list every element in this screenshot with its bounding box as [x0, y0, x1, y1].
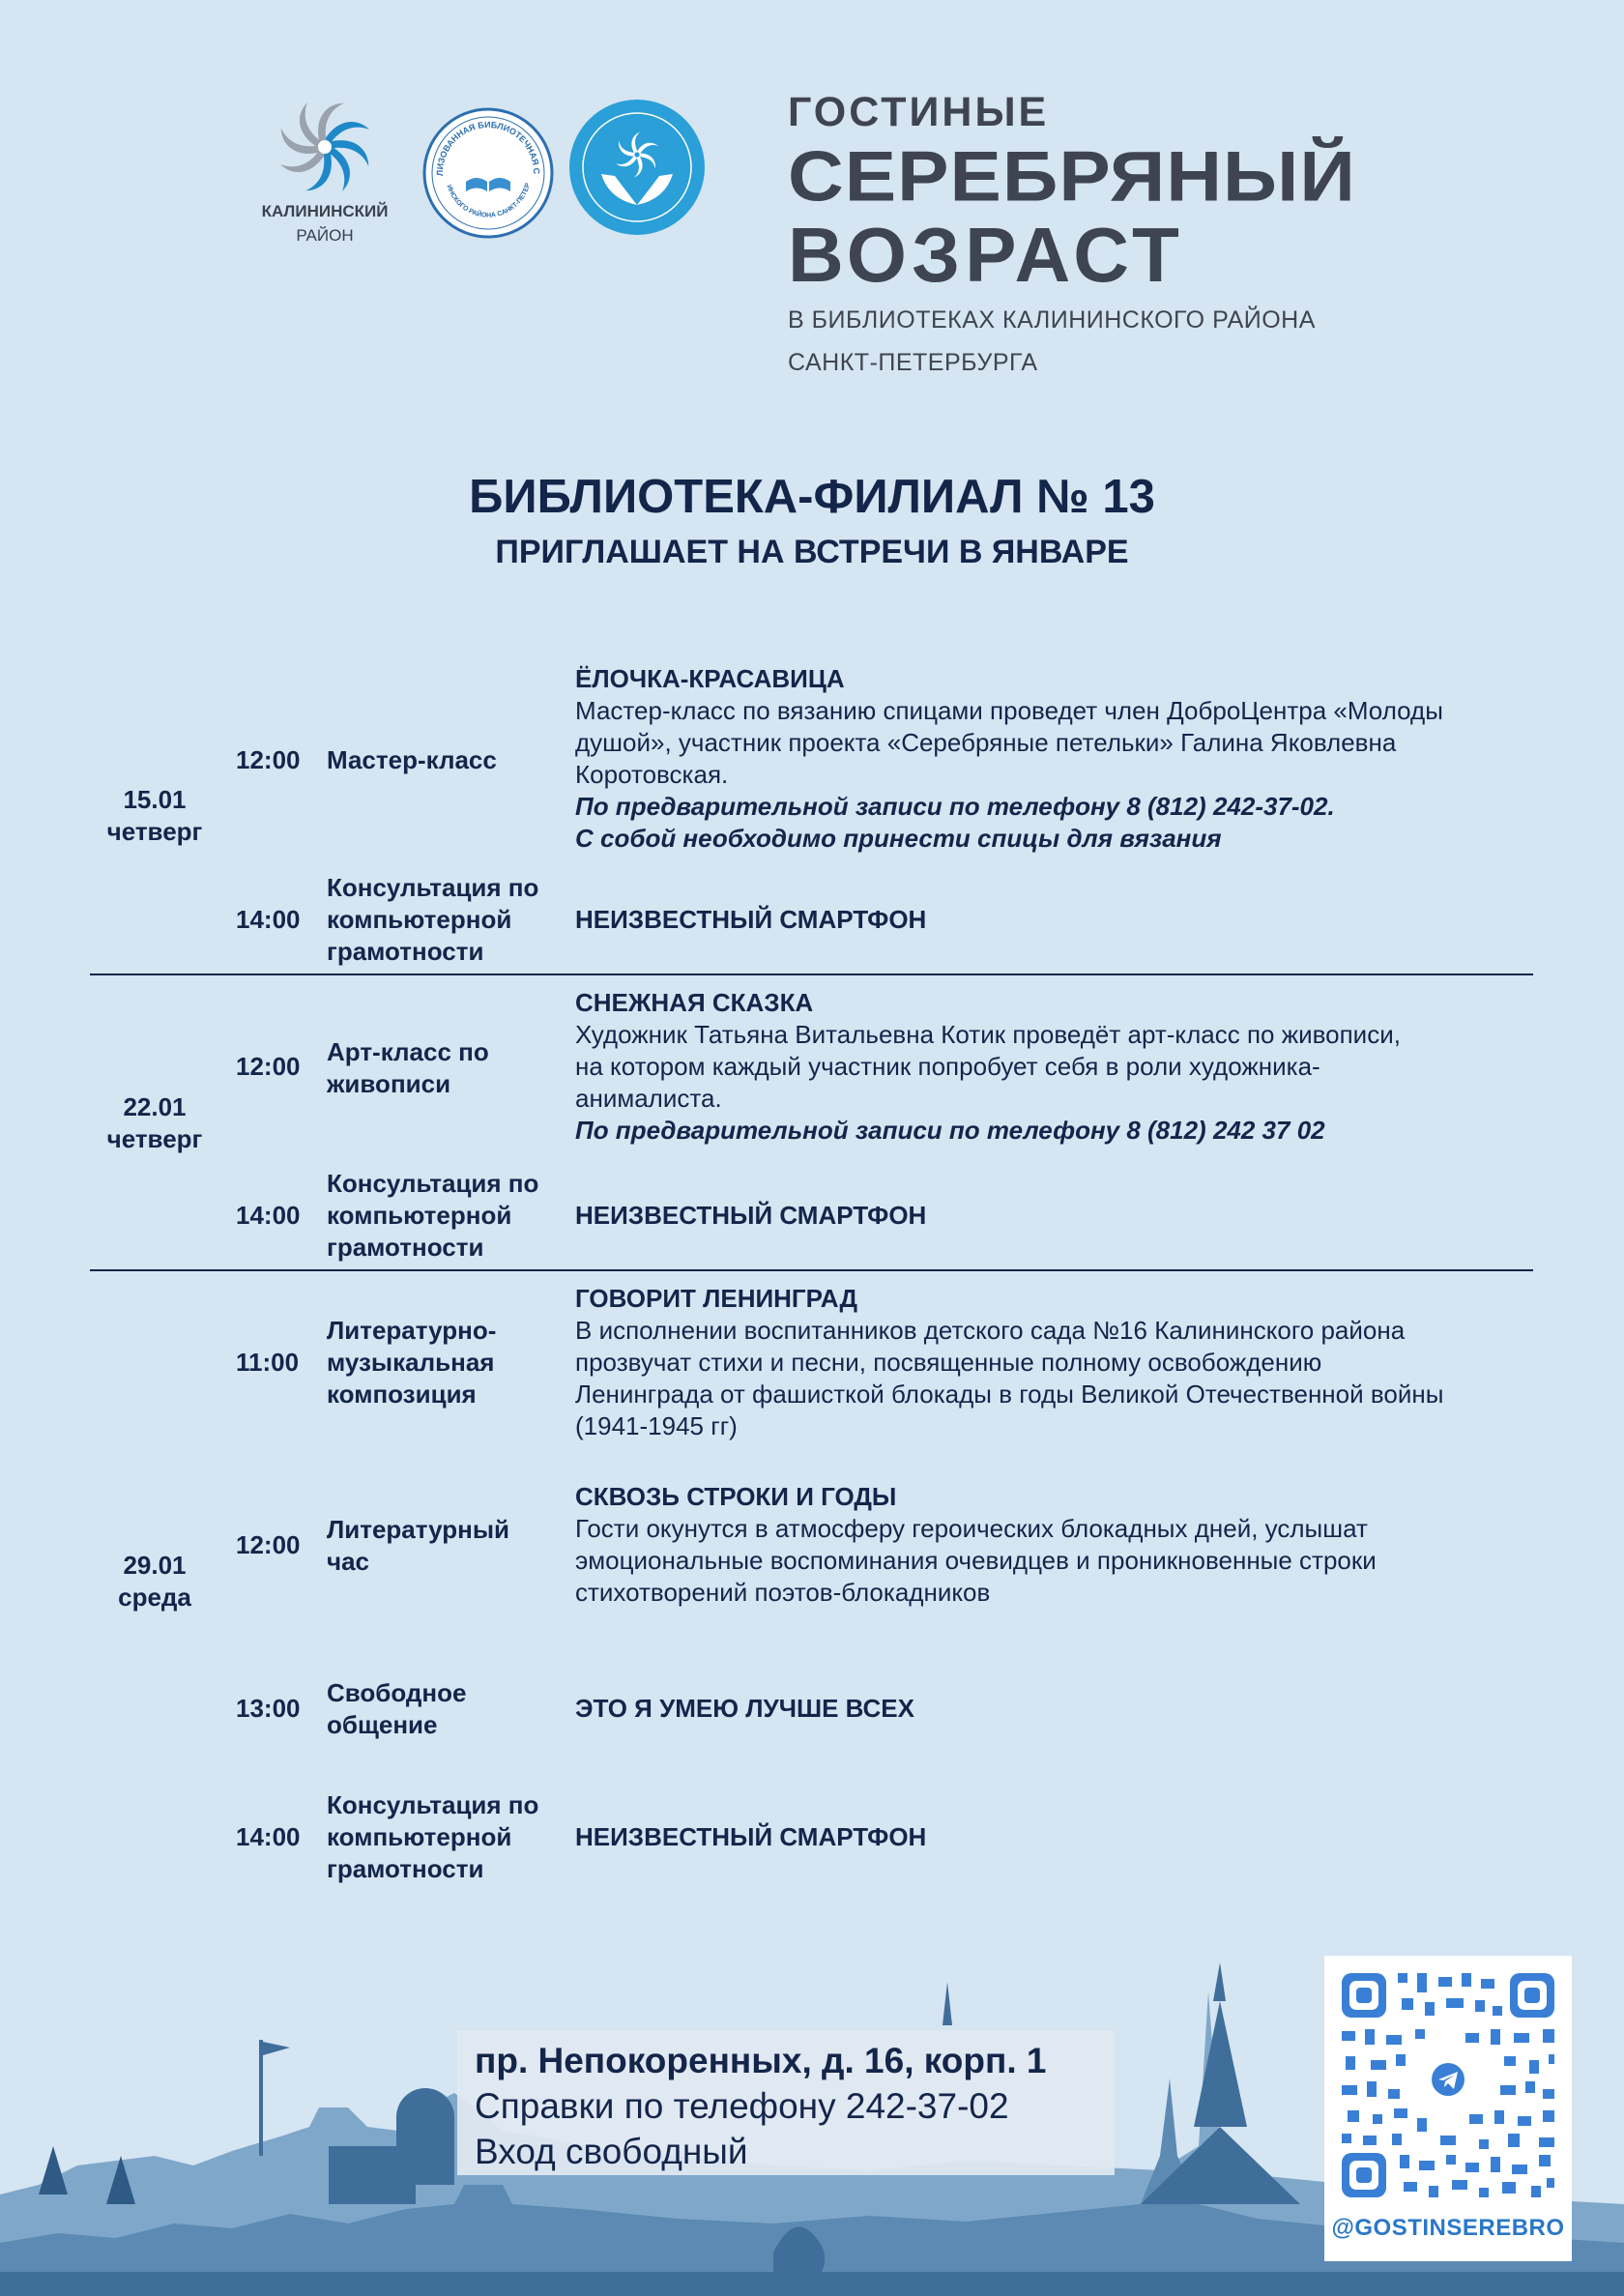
weekday: четверг: [106, 817, 203, 846]
event-time: 11:00: [236, 1348, 300, 1377]
event-type-line: Литературный: [327, 1515, 510, 1544]
entry-info: Вход свободный: [475, 2132, 748, 2171]
district-logo-caption-1: КАЛИНИНСКИЙ: [261, 202, 389, 220]
social-center-logo: [568, 99, 706, 236]
brand-line-3: ВОЗРАСТ: [788, 212, 1184, 298]
event-text-line: Художник Татьяна Витальевна Котик проведёт арт-класс по живописи,: [575, 1020, 1401, 1049]
event-title: НЕИЗВЕСТНЫЙ СМАРТФОН: [575, 905, 927, 934]
event-description: [575, 904, 1532, 936]
event-text-line: душой», участник проекта «Серебряные петельки» Галина Яковлевна: [575, 728, 1397, 757]
event-description: [575, 987, 1532, 1147]
qr-code-icon: [1324, 1956, 1572, 2215]
event-description: [575, 1693, 1532, 1725]
cbs-logo-text-bottom: ИНСКОГО РАЙОНА САНКТ-ПЕТЕР: [445, 182, 532, 219]
event-type: [327, 872, 568, 968]
library-system-logo: [421, 106, 555, 240]
event-text-line: (1941-1945 гг): [575, 1411, 738, 1440]
brand-line-2: СЕРЕБРЯНЫЙ: [788, 136, 1356, 217]
event-type: [327, 1315, 568, 1410]
event-text-line: Гости окунутся в атмосферу героических блокадных дней, услышат: [575, 1514, 1368, 1543]
event-title: СНЕЖНАЯ СКАЗКА: [575, 988, 814, 1017]
telegram-handle[interactable]: @GOSTINSEREBRO: [1331, 2215, 1565, 2241]
date-value: 22.01: [123, 1092, 187, 1121]
event-type-line: Мастер-класс: [327, 745, 497, 774]
event-description: [575, 1481, 1532, 1609]
event-description: [575, 663, 1532, 855]
page-title: БИБЛИОТЕКА-ФИЛИАЛ № 13: [469, 471, 1155, 523]
event-type: [327, 744, 568, 776]
kalininsky-district-logo: [253, 97, 396, 280]
address: пр. Непокоренных, д. 16, корп. 1: [475, 2041, 1047, 2080]
event-title: НЕИЗВЕСТНЫЙ СМАРТФОН: [575, 1201, 927, 1230]
event-type-line: живописи: [327, 1069, 451, 1098]
event-title: ЁЛОЧКА-КРАСАВИЦА: [575, 664, 845, 693]
day-2-date: [72, 1091, 237, 1155]
brand-line-1: ГОСТИНЫЕ: [788, 89, 1050, 135]
phone-info: Справки по телефону 242-37-02: [475, 2086, 1009, 2126]
event-type-line: компьютерной: [327, 905, 512, 934]
event-text-line: анималиста.: [575, 1084, 722, 1113]
page-subtitle: ПРИГЛАШАЕТ НА ВСТРЕЧИ В ЯНВАРЕ: [495, 534, 1129, 570]
day-1-date: [72, 784, 237, 848]
telegram-qr-code[interactable]: [1324, 1956, 1572, 2261]
event-text-line: эмоциональные воспоминания очевидцев и проникновенные строки: [575, 1546, 1377, 1575]
section-divider: [90, 974, 1533, 975]
section-divider: [90, 1269, 1533, 1271]
event-type-line: компьютерной: [327, 1822, 512, 1851]
event-time: 14:00: [236, 1201, 301, 1230]
event-type-line: грамотности: [327, 1854, 484, 1883]
brand-line-4: В БИБЛИОТЕКАХ КАЛИНИНСКОГО РАЙОНА: [788, 306, 1316, 334]
event-description: [575, 1821, 1532, 1853]
event-title: СКВОЗЬ СТРОКИ И ГОДЫ: [575, 1482, 897, 1511]
event-note: По предварительной записи по телефону 8 (812) 242-37-02.: [575, 792, 1335, 821]
event-note: С собой необходимо принести спицы для вязания: [575, 824, 1222, 853]
event-type-line: Литературно-: [327, 1316, 497, 1345]
event-time: 14:00: [236, 905, 301, 934]
event-time: 12:00: [236, 745, 301, 774]
event-type: [327, 1789, 568, 1885]
weekday: четверг: [106, 1124, 203, 1153]
event-text-line: Коротовская.: [575, 760, 729, 789]
event-text-line: Ленинграда от фашисткой блокады в годы Великой Отечественной войны: [575, 1380, 1444, 1409]
event-type-line: грамотности: [327, 1233, 484, 1262]
weekday: среда: [118, 1583, 191, 1612]
event-type-line: Консультация по: [327, 873, 539, 902]
brand-wordmark: [788, 85, 1387, 379]
event-type-line: Консультация по: [327, 1169, 539, 1198]
event-time: 12:00: [236, 1052, 301, 1081]
event-type-line: час: [327, 1547, 370, 1576]
event-type: [327, 1036, 568, 1100]
event-type-line: Консультация по: [327, 1790, 539, 1819]
event-type-line: грамотности: [327, 937, 484, 966]
date-value: 15.01: [123, 785, 187, 814]
event-type-line: Свободное: [327, 1678, 467, 1707]
date-value: 29.01: [123, 1551, 187, 1580]
event-type: [327, 1514, 568, 1578]
cbs-logo-text-top: ЛИЗОВАННАЯ БИБЛИОТЕЧНАЯ С: [434, 119, 542, 177]
district-logo-caption-2: РАЙОН: [296, 226, 354, 245]
event-time: 13:00: [236, 1694, 301, 1723]
event-text-line: Мастер-класс по вязанию спицами проведет член ДоброЦентра «Молоды: [575, 696, 1443, 725]
event-note: По предварительной записи по телефону 8 (812) 242 37 02: [575, 1116, 1325, 1145]
event-title: ГОВОРИТ ЛЕНИНГРАД: [575, 1284, 857, 1313]
event-type: [327, 1168, 568, 1264]
event-text-line: прозвучат стихи и песни, посвященные полному освобождению: [575, 1348, 1322, 1377]
event-type: [327, 1677, 568, 1741]
event-time: 12:00: [236, 1530, 301, 1559]
event-type-line: композиция: [327, 1380, 477, 1409]
event-description: [575, 1200, 1532, 1232]
brand-line-5: САНКТ-ПЕТЕРБУРГА: [788, 349, 1038, 376]
day-3-date: [72, 1550, 237, 1613]
event-description: [575, 1283, 1532, 1442]
event-text-line: на котором каждый участник попробует себя в роли художника-: [575, 1052, 1320, 1081]
event-time: 14:00: [236, 1822, 301, 1851]
spiral-emblem-icon: [275, 97, 375, 197]
event-type-line: музыкальная: [327, 1348, 495, 1377]
event-type-line: Арт-класс по: [327, 1037, 489, 1066]
event-text-line: стихотворений поэтов-блокадников: [575, 1578, 991, 1607]
event-text-line: В исполнении воспитанников детского сада №16 Калининского района: [575, 1316, 1406, 1345]
event-title: ЭТО Я УМЕЮ ЛУЧШЕ ВСЕХ: [575, 1694, 914, 1723]
telegram-icon: [1427, 2058, 1469, 2101]
event-title: НЕИЗВЕСТНЫЙ СМАРТФОН: [575, 1822, 927, 1851]
event-type-line: компьютерной: [327, 1201, 512, 1230]
address-box: [457, 2030, 1115, 2175]
event-type-line: общение: [327, 1710, 438, 1739]
